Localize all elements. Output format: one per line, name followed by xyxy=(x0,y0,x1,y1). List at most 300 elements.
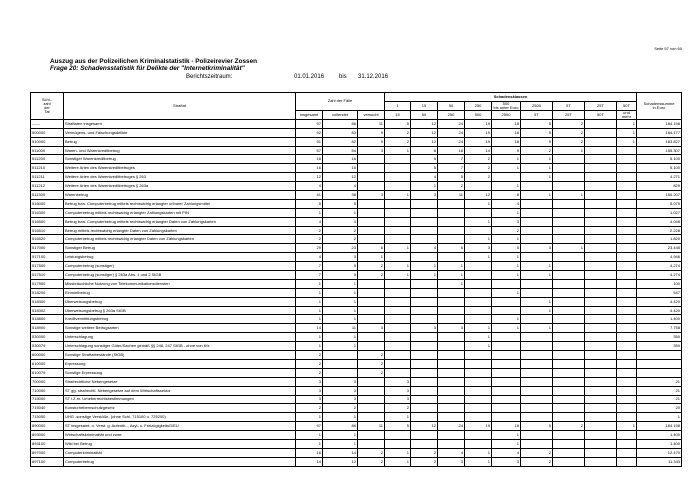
completed-cell: 1 xyxy=(323,306,358,315)
class-from-3: 250 xyxy=(465,101,492,110)
key-cell: 893000 xyxy=(31,431,64,440)
class-cell-0 xyxy=(385,155,411,164)
class-cell-3 xyxy=(465,279,492,288)
offense-cell: Vermögens- und Fälschungsdelikte xyxy=(64,128,296,137)
sum-cell: 350 xyxy=(637,342,682,351)
class-cell-7 xyxy=(585,217,617,226)
offense-cell: Betrug xyxy=(64,137,296,146)
col-attempted-header: versucht xyxy=(358,110,385,119)
class-cell-5 xyxy=(521,395,553,404)
total-cell: 16 xyxy=(296,164,323,173)
key-cell: 610079 xyxy=(31,368,64,377)
class-cell-7 xyxy=(585,128,617,137)
class-cell-8 xyxy=(617,271,637,280)
class-cell-2: 2 xyxy=(438,182,465,191)
class-cell-6 xyxy=(553,439,585,448)
class-cell-0: 1 xyxy=(385,191,411,200)
offense-cell: Computerbetrug xyxy=(64,457,296,466)
table-row xyxy=(31,271,682,280)
key-cell: 516520 xyxy=(31,235,64,244)
class-cell-3 xyxy=(465,439,492,448)
class-cell-7 xyxy=(585,208,617,217)
sum-cell: 100 xyxy=(637,279,682,288)
class-cell-7 xyxy=(585,439,617,448)
class-cell-3 xyxy=(465,413,492,422)
class-cell-2 xyxy=(438,235,465,244)
offense-cell: Kunsturhebernschutzgesetz xyxy=(64,404,296,413)
class-cell-1 xyxy=(411,439,438,448)
class-cell-4: 1 xyxy=(492,262,521,271)
class-cell-0: 1 xyxy=(385,244,411,253)
table-row xyxy=(31,191,682,200)
offense-cell: Sonstiger Warenkreditbetrug xyxy=(64,155,296,164)
class-cell-3: 12 xyxy=(465,191,492,200)
attempted-cell: 2 xyxy=(358,359,385,368)
total-cell: 2 xyxy=(296,235,323,244)
class-cell-5 xyxy=(521,199,553,208)
class-cell-0 xyxy=(385,297,411,306)
sum-cell: 5.100 xyxy=(637,164,682,173)
class-cell-1 xyxy=(411,315,438,324)
offense-cell: Missbräuchliche Nutzung von Telekommunikationsdiensten xyxy=(64,279,296,288)
offense-cell: Sonstige Straftatbestände (StGB) xyxy=(64,351,296,360)
sum-cell: 4.048 xyxy=(637,217,682,226)
table-row xyxy=(31,155,682,164)
class-cell-3 xyxy=(465,262,492,271)
col-total-header: insgesamt xyxy=(296,110,323,119)
offense-cell: Überweisungsbetrug § 263a StGB xyxy=(64,306,296,315)
completed-cell: 16 xyxy=(323,164,358,173)
class-cell-7 xyxy=(585,164,617,173)
class-cell-7 xyxy=(585,288,617,297)
class-cell-7 xyxy=(585,395,617,404)
total-cell: 2 xyxy=(296,359,323,368)
total-cell: 1 xyxy=(296,333,323,342)
class-cell-0 xyxy=(385,164,411,173)
class-cell-1 xyxy=(411,297,438,306)
class-cell-1: 12 xyxy=(411,119,438,128)
class-to-8: und mehr xyxy=(617,110,637,119)
class-cell-6 xyxy=(553,448,585,457)
class-cell-4 xyxy=(492,359,521,368)
class-cell-2: 24 xyxy=(438,119,465,128)
completed-cell: 2 xyxy=(323,226,358,235)
class-cell-8 xyxy=(617,244,637,253)
class-cell-2 xyxy=(438,368,465,377)
class-cell-5: 1 xyxy=(521,164,553,173)
class-cell-8 xyxy=(617,404,637,413)
offense-cell: Waren- und Warenkreditbetrug xyxy=(64,146,296,155)
class-cell-6 xyxy=(553,324,585,333)
attempted-cell: 9 xyxy=(358,128,385,137)
class-cell-1 xyxy=(411,395,438,404)
class-cell-2 xyxy=(438,253,465,262)
sum-cell: 23.445 xyxy=(637,244,682,253)
sum-cell: 1 xyxy=(637,413,682,422)
class-from-5: 2500 xyxy=(521,101,553,110)
class-cell-1 xyxy=(411,368,438,377)
col-cases-header: Zahl der Fälle xyxy=(296,93,385,111)
damage-statistics-table xyxy=(30,92,682,467)
table-row xyxy=(31,146,682,155)
class-cell-1: 1 xyxy=(411,271,438,280)
completed-cell: 5 xyxy=(323,199,358,208)
page-number: Seite 57 von 60 xyxy=(654,46,682,51)
table-row xyxy=(31,431,682,440)
attempted-cell xyxy=(358,164,385,173)
total-cell: 91 xyxy=(296,137,323,146)
class-cell-8 xyxy=(617,164,637,173)
table-row xyxy=(31,128,682,137)
class-cell-7 xyxy=(585,244,617,253)
sum-cell xyxy=(637,368,682,377)
table-row xyxy=(31,422,682,431)
class-cell-2 xyxy=(438,351,465,360)
class-cell-6 xyxy=(553,413,585,422)
col-key-header: Schl.- zahl der Tat xyxy=(31,93,64,120)
class-cell-6 xyxy=(553,315,585,324)
class-cell-8 xyxy=(617,279,637,288)
class-cell-7 xyxy=(585,226,617,235)
class-cell-3: 1 xyxy=(465,448,492,457)
table-row xyxy=(31,457,682,466)
class-cell-3: 1 xyxy=(465,253,492,262)
table-row xyxy=(31,377,682,386)
class-cell-2: 1 xyxy=(438,271,465,280)
class-cell-8: 1 xyxy=(617,137,637,146)
attempted-cell xyxy=(358,342,385,351)
class-cell-5 xyxy=(521,182,553,191)
key-cell: 511211 xyxy=(31,173,64,182)
offense-cell: Kreditvermittlungsbetrug xyxy=(64,315,296,324)
sum-cell: 4.420 xyxy=(637,297,682,306)
table-body xyxy=(31,119,682,466)
class-cell-1: 5 xyxy=(411,155,438,164)
sum-cell: 12.470 xyxy=(637,448,682,457)
class-from-8: 50T xyxy=(617,101,637,110)
class-cell-0 xyxy=(385,359,411,368)
class-cell-5: 1 xyxy=(521,173,553,182)
class-cell-0: 3 xyxy=(385,386,411,395)
completed-cell: 3 xyxy=(323,395,358,404)
class-cell-3 xyxy=(465,226,492,235)
class-cell-7 xyxy=(585,235,617,244)
total-cell: 1 xyxy=(296,288,323,297)
class-to-7: 50T xyxy=(585,110,617,119)
class-cell-0: 5 xyxy=(385,119,411,128)
key-cell: 516510 xyxy=(31,226,64,235)
class-cell-3: 1 xyxy=(465,342,492,351)
class-cell-5 xyxy=(521,377,553,386)
total-cell: 1 xyxy=(296,431,323,440)
class-cell-8 xyxy=(617,439,637,448)
class-cell-1 xyxy=(411,333,438,342)
completed-cell: 83 xyxy=(323,128,358,137)
offense-cell: Computerkriminalität xyxy=(64,448,296,457)
completed-cell: 4 xyxy=(323,217,358,226)
offense-cell: Sonstige weitere Betrugsarten xyxy=(64,324,296,333)
class-cell-6 xyxy=(553,235,585,244)
col-offense-header: Straftat xyxy=(64,93,296,120)
class-cell-6 xyxy=(553,297,585,306)
class-cell-7 xyxy=(585,431,617,440)
total-cell: 1 xyxy=(296,279,323,288)
class-cell-2 xyxy=(438,413,465,422)
key-cell: ------ xyxy=(31,119,64,128)
class-cell-3 xyxy=(465,386,492,395)
class-cell-6: 1 xyxy=(553,191,585,200)
completed-cell: 1 xyxy=(323,288,358,297)
class-cell-3 xyxy=(465,377,492,386)
class-cell-7 xyxy=(585,342,617,351)
class-cell-6 xyxy=(553,217,585,226)
total-cell: 2 xyxy=(296,404,323,413)
class-to-4: 2500 xyxy=(492,110,521,119)
class-cell-5 xyxy=(521,439,553,448)
key-cell: 516000 xyxy=(31,199,64,208)
table-row xyxy=(31,164,682,173)
class-cell-4: 1 xyxy=(492,182,521,191)
offense-cell: Betrug bzw. Computerbetrug mittels rechtswidrig erlangter unbarer Zahlungsmittel xyxy=(64,199,296,208)
class-cell-4: 3 xyxy=(492,457,521,466)
sum-cell: 4.271 xyxy=(637,173,682,182)
table-row xyxy=(31,359,682,368)
report-title: Auszug aus der Polizeilichen Kriminalstatistik - Polizeirevier Zossen xyxy=(50,58,258,65)
class-cell-0 xyxy=(385,324,411,333)
class-cell-4: 4 xyxy=(492,448,521,457)
completed-cell xyxy=(323,359,358,368)
completed-cell: 14 xyxy=(323,448,358,457)
key-cell: 516300 xyxy=(31,208,64,217)
class-cell-2: 24 xyxy=(438,137,465,146)
class-cell-5 xyxy=(521,208,553,217)
table-row xyxy=(31,182,682,191)
offense-cell: Leistungsbetrug xyxy=(64,253,296,262)
attempted-cell: 3 xyxy=(358,191,385,200)
class-cell-4 xyxy=(492,404,521,413)
class-cell-4 xyxy=(492,333,521,342)
class-cell-5 xyxy=(521,226,553,235)
class-cell-2 xyxy=(438,377,465,386)
class-cell-2: 7 xyxy=(438,155,465,164)
class-cell-7 xyxy=(585,359,617,368)
class-cell-2: 7 xyxy=(438,164,465,173)
sum-cell: 21 xyxy=(637,395,682,404)
class-cell-4: 18 xyxy=(492,137,521,146)
class-cell-7 xyxy=(585,324,617,333)
report-heading xyxy=(50,58,257,73)
class-cell-7 xyxy=(585,457,617,466)
key-cell: 700000 xyxy=(31,377,64,386)
class-cell-4 xyxy=(492,368,521,377)
class-cell-5: 2 xyxy=(521,457,553,466)
total-cell: 41 xyxy=(296,191,323,200)
class-cell-0 xyxy=(385,431,411,440)
key-cell: 516500 xyxy=(31,217,64,226)
offense-cell: Warenbetrug xyxy=(64,191,296,200)
class-cell-1: 3 xyxy=(411,191,438,200)
completed-cell: 86 xyxy=(323,119,358,128)
class-cell-0: 1 xyxy=(385,271,411,280)
class-cell-7 xyxy=(585,297,617,306)
class-cell-8 xyxy=(617,359,637,368)
class-cell-8 xyxy=(617,208,637,217)
class-cell-4: 1 xyxy=(492,324,521,333)
class-cell-8 xyxy=(617,368,637,377)
key-cell: 530079 xyxy=(31,342,64,351)
class-cell-3: 2 xyxy=(465,173,492,182)
table-row xyxy=(31,253,682,262)
class-cell-4: 3 xyxy=(492,217,521,226)
class-cell-4: 2 xyxy=(492,226,521,235)
total-cell: 92 xyxy=(296,128,323,137)
class-cell-7 xyxy=(585,386,617,395)
completed-cell: 1 xyxy=(323,315,358,324)
class-cell-3: 1 xyxy=(465,235,492,244)
sum-cell: 184.177 xyxy=(637,128,682,137)
class-cell-8 xyxy=(617,182,637,191)
total-cell: 97 xyxy=(296,119,323,128)
class-cell-0 xyxy=(385,288,411,297)
class-cell-1: 12 xyxy=(411,137,438,146)
class-cell-6 xyxy=(553,182,585,191)
class-cell-5: 1 xyxy=(521,262,553,271)
key-cell: 511212 xyxy=(31,182,64,191)
class-cell-3 xyxy=(465,182,492,191)
class-cell-0: 1 xyxy=(385,448,411,457)
class-cell-3 xyxy=(465,395,492,404)
completed-cell: 1 xyxy=(323,333,358,342)
total-cell: 14 xyxy=(296,457,323,466)
attempted-cell xyxy=(358,395,385,404)
attempted-cell xyxy=(358,217,385,226)
class-to-5: 5T xyxy=(521,110,553,119)
class-cell-7 xyxy=(585,377,617,386)
completed-cell: 1 xyxy=(323,439,358,448)
completed-cell: 3 xyxy=(323,253,358,262)
class-cell-3: 19 xyxy=(465,128,492,137)
total-cell: 1 xyxy=(296,297,323,306)
class-cell-6 xyxy=(553,359,585,368)
sum-cell: 21 xyxy=(637,386,682,395)
offense-cell: Weitere Arten des Warenkreditbetruges § 263a xyxy=(64,182,296,191)
class-cell-7 xyxy=(585,191,617,200)
offense-cell: Einmietbetrug xyxy=(64,288,296,297)
class-cell-8 xyxy=(617,146,637,155)
class-cell-0 xyxy=(385,439,411,448)
class-cell-0 xyxy=(385,217,411,226)
class-cell-2: 11 xyxy=(438,191,465,200)
sum-cell xyxy=(637,351,682,360)
sum-cell: 1.820 xyxy=(637,235,682,244)
sum-cell: 183.827 xyxy=(637,137,682,146)
class-cell-8 xyxy=(617,457,637,466)
offense-cell: Überweisungsbetrug xyxy=(64,297,296,306)
class-cell-8 xyxy=(617,217,637,226)
table-row xyxy=(31,386,682,395)
completed-cell: 82 xyxy=(323,137,358,146)
class-cell-4: 1 xyxy=(492,431,521,440)
table-row xyxy=(31,351,682,360)
class-cell-3 xyxy=(465,359,492,368)
completed-cell: 1 xyxy=(323,431,358,440)
sum-cell: 4.274 xyxy=(637,262,682,271)
class-cell-7 xyxy=(585,279,617,288)
class-from-7: 25T xyxy=(585,101,617,110)
completed-cell: 5 xyxy=(323,271,358,280)
key-cell: 517000 xyxy=(31,244,64,253)
class-cell-4 xyxy=(492,386,521,395)
completed-cell: 4 xyxy=(323,182,358,191)
class-cell-3 xyxy=(465,297,492,306)
completed-cell: 1 xyxy=(323,297,358,306)
attempted-cell xyxy=(358,413,385,422)
completed-cell: 38 xyxy=(323,191,358,200)
class-cell-1 xyxy=(411,377,438,386)
sum-cell: 2.228 xyxy=(637,226,682,235)
key-cell: 518900 xyxy=(31,324,64,333)
sum-cell: 350 xyxy=(637,333,682,342)
class-cell-0: 1 xyxy=(385,146,411,155)
class-from-6: 5T xyxy=(553,101,585,110)
offense-cell: ST i.Z.m. Urheberrechtsbestimmungen xyxy=(64,395,296,404)
class-cell-5 xyxy=(521,217,553,226)
total-cell: 1 xyxy=(296,342,323,351)
class-cell-1: 2 xyxy=(411,448,438,457)
offense-cell: ST gg. strafrechtl. Nebengesetze auf dem Wirtschaftssektor xyxy=(64,386,296,395)
class-cell-4: 5 xyxy=(492,244,521,253)
sum-cell: 1.400 xyxy=(637,315,682,324)
class-cell-2 xyxy=(438,395,465,404)
attempted-cell xyxy=(358,386,385,395)
class-cell-5 xyxy=(521,351,553,360)
key-cell: 897000 xyxy=(31,448,64,457)
total-cell: 14 xyxy=(296,324,323,333)
sum-cell: 1.400 xyxy=(637,439,682,448)
class-cell-4: 1 xyxy=(492,271,521,280)
attempted-cell: 11 xyxy=(358,119,385,128)
class-cell-6: 1 xyxy=(553,244,585,253)
key-cell: 500000 xyxy=(31,128,64,137)
class-cell-4: 1 xyxy=(492,164,521,173)
class-cell-2: 24 xyxy=(438,422,465,431)
key-cell: 518300 xyxy=(31,297,64,306)
class-from-1: 15 xyxy=(411,101,438,110)
sum-cell: 150.207 xyxy=(637,191,682,200)
table-row xyxy=(31,217,682,226)
class-cell-0 xyxy=(385,199,411,208)
table-row xyxy=(31,288,682,297)
class-cell-0 xyxy=(385,315,411,324)
class-cell-3: 14 xyxy=(465,146,492,155)
class-cell-5: 2 xyxy=(521,146,553,155)
table-row xyxy=(31,199,682,208)
table-row xyxy=(31,226,682,235)
class-cell-6 xyxy=(553,288,585,297)
key-cell: 511210 xyxy=(31,164,64,173)
class-cell-7 xyxy=(585,173,617,182)
class-cell-0 xyxy=(385,279,411,288)
class-cell-8 xyxy=(617,351,637,360)
total-cell: 1 xyxy=(296,208,323,217)
class-cell-7 xyxy=(585,137,617,146)
class-cell-2 xyxy=(438,226,465,235)
class-cell-4 xyxy=(492,377,521,386)
class-cell-2: 3 xyxy=(438,457,465,466)
class-cell-6 xyxy=(553,199,585,208)
col-sum-header: Schadenssumme in Euro xyxy=(637,93,682,120)
class-cell-3 xyxy=(465,271,492,280)
